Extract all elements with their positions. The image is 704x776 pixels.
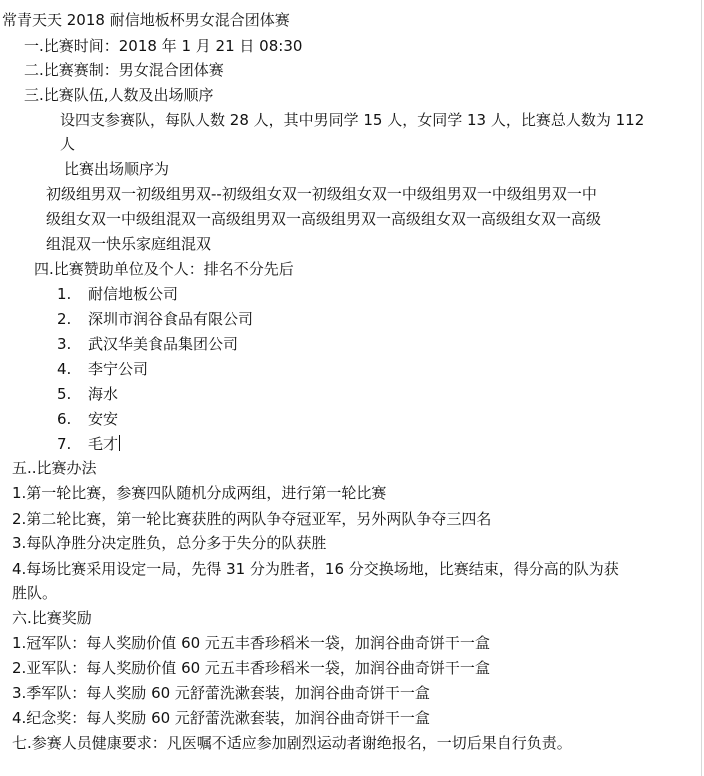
list-number: 6.	[57, 410, 72, 428]
sponsor-list-item[interactable]	[0, 332, 704, 356]
order-line-2[interactable]: 级组女双一中级组混双一高级组男双一高级组男双一高级组女双一高级组女双一高级	[46, 210, 602, 228]
sponsor-name	[88, 432, 120, 456]
rule-item[interactable]: 2.第二轮比赛，第一轮比赛获胜的两队争夺冠亚军，另外两队争夺三四名	[12, 510, 492, 528]
sponsor-name-text: 毛才	[88, 435, 119, 453]
section-1-time[interactable]: 一.比赛时间：2018 年 1 月 21 日 08:30	[24, 37, 303, 55]
sponsor-name: 武汉华美食品集团公司	[88, 335, 239, 353]
section-5-heading[interactable]: 五..比赛办法	[12, 459, 97, 477]
rule-item-continued[interactable]: 胜队。	[12, 584, 58, 602]
sponsor-list-item[interactable]	[0, 282, 704, 306]
sponsor-name: 深圳市润谷食品有限公司	[88, 310, 254, 328]
section-2-format[interactable]: 二.比赛赛制：男女混合团体赛	[24, 61, 224, 79]
document-title[interactable]: 常青天天 2018 耐信地板杯男女混合团体赛	[2, 11, 290, 29]
order-heading[interactable]: 比赛出场顺序为	[64, 160, 170, 178]
rule-item[interactable]: 3.每队净胜分决定胜负，总分多于失分的队获胜	[12, 534, 327, 552]
list-number: 5.	[57, 385, 72, 403]
award-item[interactable]: 2.亚军队：每人奖励价值 60 元五丰香珍稻米一袋，加润谷曲奇饼干一盒	[12, 659, 490, 677]
sponsor-name: 安安	[88, 410, 119, 428]
section-4-heading[interactable]: 四.比赛赞助单位及个人：排名不分先后	[34, 260, 294, 278]
text-cursor	[119, 435, 120, 451]
sponsor-name: 耐信地板公司	[88, 285, 179, 303]
list-number: 4.	[57, 360, 72, 378]
award-item[interactable]: 3.季军队：每人奖励 60 元舒蕾洗漱套装，加润谷曲奇饼干一盒	[12, 684, 430, 702]
rule-item[interactable]: 4.每场比赛采用设定一局，先得 31 分为胜者，16 分交换场地，比赛结束，得分高的队为获	[12, 560, 619, 578]
teams-paragraph-line-1[interactable]: 设四支参赛队，每队人数 28 人，其中男同学 15 人，女同学 13 人，比赛总人数为 112	[60, 111, 645, 129]
sponsor-name: 李宁公司	[88, 360, 149, 378]
sponsor-list-item[interactable]	[0, 382, 704, 406]
list-number: 1.	[57, 285, 72, 303]
order-line-3[interactable]: 组混双一快乐家庭组混双	[46, 235, 212, 253]
section-3-heading[interactable]: 三.比赛队伍,人数及出场顺序	[24, 86, 214, 104]
sponsor-name: 海水	[88, 385, 119, 403]
teams-paragraph-line-2[interactable]: 人	[60, 135, 76, 153]
list-number: 3.	[57, 335, 72, 353]
order-line-1[interactable]: 初级组男双一初级组男双--初级组女双一初级组女双一中级组男双一中级组男双一中	[46, 185, 597, 203]
rule-item[interactable]: 1.第一轮比赛，参赛四队随机分成两组，进行第一轮比赛	[12, 484, 387, 502]
section-6-heading[interactable]: 六.比赛奖励	[12, 609, 92, 627]
sponsor-list-item[interactable]	[0, 432, 704, 456]
sponsor-list-item[interactable]	[0, 307, 704, 331]
sponsor-list-item[interactable]	[0, 357, 704, 381]
list-number: 2.	[57, 310, 72, 328]
sponsor-list-item[interactable]	[0, 407, 704, 431]
section-7-health[interactable]: 七.参赛人员健康要求：凡医嘱不适应参加剧烈运动者谢绝报名，一切后果自行负责。	[12, 734, 572, 752]
award-item[interactable]: 4.纪念奖：每人奖励 60 元舒蕾洗漱套装，加润谷曲奇饼干一盒	[12, 709, 430, 727]
list-number: 7.	[57, 435, 72, 453]
award-item[interactable]: 1.冠军队：每人奖励价值 60 元五丰香珍稻米一袋，加润谷曲奇饼干一盒	[12, 634, 490, 652]
